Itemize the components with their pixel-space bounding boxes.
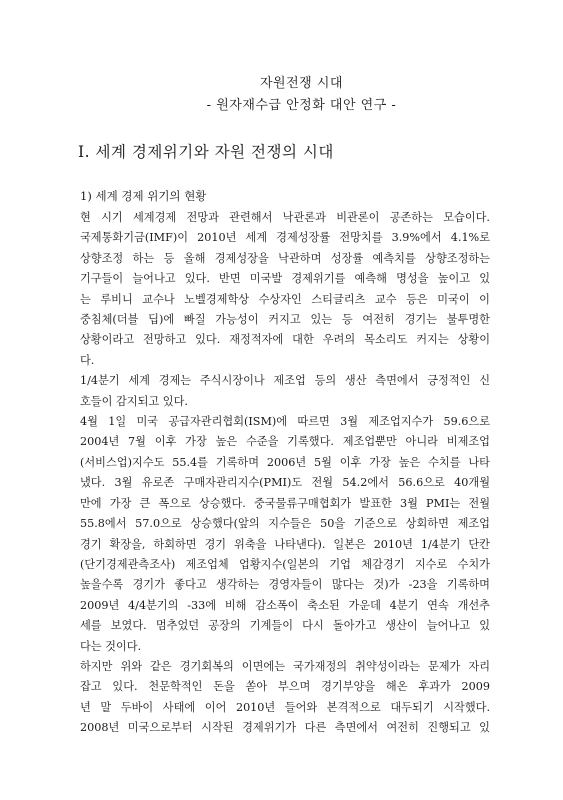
body-line: 국제통화기금(IMF)이 2010년 세계 경제성장률 전망치를 3.9%에서 4.1%로 [80,231,490,245]
body-line: 높을수록 경기가 좋다고 생각하는 경영자들이 많다는 것)가 -23을 기록하며 [80,578,490,592]
body-line: 만에 가장 큰 폭으로 상승했다. 중국물류구매협회가 발표한 3월 PMI는 전월 [80,496,490,510]
body-line: 다는 것이다. [80,639,142,653]
document-subtitle: - 원자재수급 안정화 대안 연구 - [206,98,397,113]
body-line: 55.8에서 57.0으로 상승했다(앞의 지수들은 50을 기준으로 상회하면 제조업 [80,517,490,531]
body-line: 세를 보였다. 멈추었던 공장의 기계들이 다시 돌아가고 생산이 늘어나고 있 [80,619,490,633]
body-line: 년 말 두바이 사태에 이어 2010년 들어와 본격적으로 대두되기 시작했다. [80,700,490,714]
body-text [80,208,490,739]
body-line: 1/4분기 세계 경제는 주식시장이나 제조업 등의 생산 측면에서 긍정적인 신 [80,374,490,388]
body-line: 2004년 7월 이후 가장 높은 수준을 기록했다. 제조업뿐만 아니라 비제조업 [80,435,490,449]
body-line: 다. [80,353,95,367]
body-line: 냈다. 3월 유로존 구매자관리지수(PMI)도 전월 54.2에서 56.6으로 40개월 [80,476,490,490]
body-line: 잡고 있다. 천문학적인 돈을 쏟아 부으며 경기부양을 해온 후과가 2009 [80,680,490,694]
body-line: 2009년 4/4분기의 -33에 비해 감소폭이 축소된 가운데 4분기 연속 개선추 [80,598,490,612]
body-line: 기구들이 늘어나고 있다. 반면 미국발 경제위기를 예측해 명성을 높이고 있 [80,272,490,286]
body-line: 경기 확장을, 하회하면 경기 위축을 나타낸다). 일본은 2010년 1/4분기 단칸 [80,537,490,551]
document-title: 자원전쟁 시대 [260,76,343,91]
body-line: (서비스업)지수도 55.4를 기록하며 2006년 5월 이후 가장 높은 수치를 나타 [80,455,490,469]
body-line: 현 시기 세계경제 전망과 관련해서 낙관론과 비관론이 공존하는 모습이다. [80,211,490,224]
body-line: 는 루비니 교수나 노벨경제학상 수상자인 스티글리츠 교수 등은 미국이 이 [80,292,490,306]
body-line: 상향조정 하는 등 올해 경제성장을 낙관하며 성장률 예측치를 상향조정하는 [80,251,490,265]
body-line: (단기경제관측조사) 제조업체 업황지수(일본의 기업 체감경기 지수로 수치가 [80,557,490,571]
body-line: 4월 1일 미국 공급자관리협회(ISM)에 따르면 3월 제조업지수가 59.6으로 [80,415,490,429]
section-heading: Ⅰ. 세계 경제위기와 자원 전쟁의 시대 [78,143,334,161]
body-line: 호들이 감지되고 있다. [80,394,188,408]
body-line: 중침체(더블 딥)에 빠질 가능성이 커지고 있는 등 여전히 경기는 불투명한 [80,313,490,327]
sub-heading: 1) 세계 경제 위기의 현황 [80,189,207,203]
body-line: 상황이라고 전망하고 있다. 재정적자에 대한 우려의 목소리도 커지는 상황이 [80,333,490,347]
body-line: 하지만 위와 같은 경기회복의 이면에는 국가재정의 취약성이라는 문제가 자리 [80,659,490,673]
body-line: 2008년 미국으로부터 시작된 경제위기가 다른 측면에서 여전히 진행되고 있 [80,721,490,735]
